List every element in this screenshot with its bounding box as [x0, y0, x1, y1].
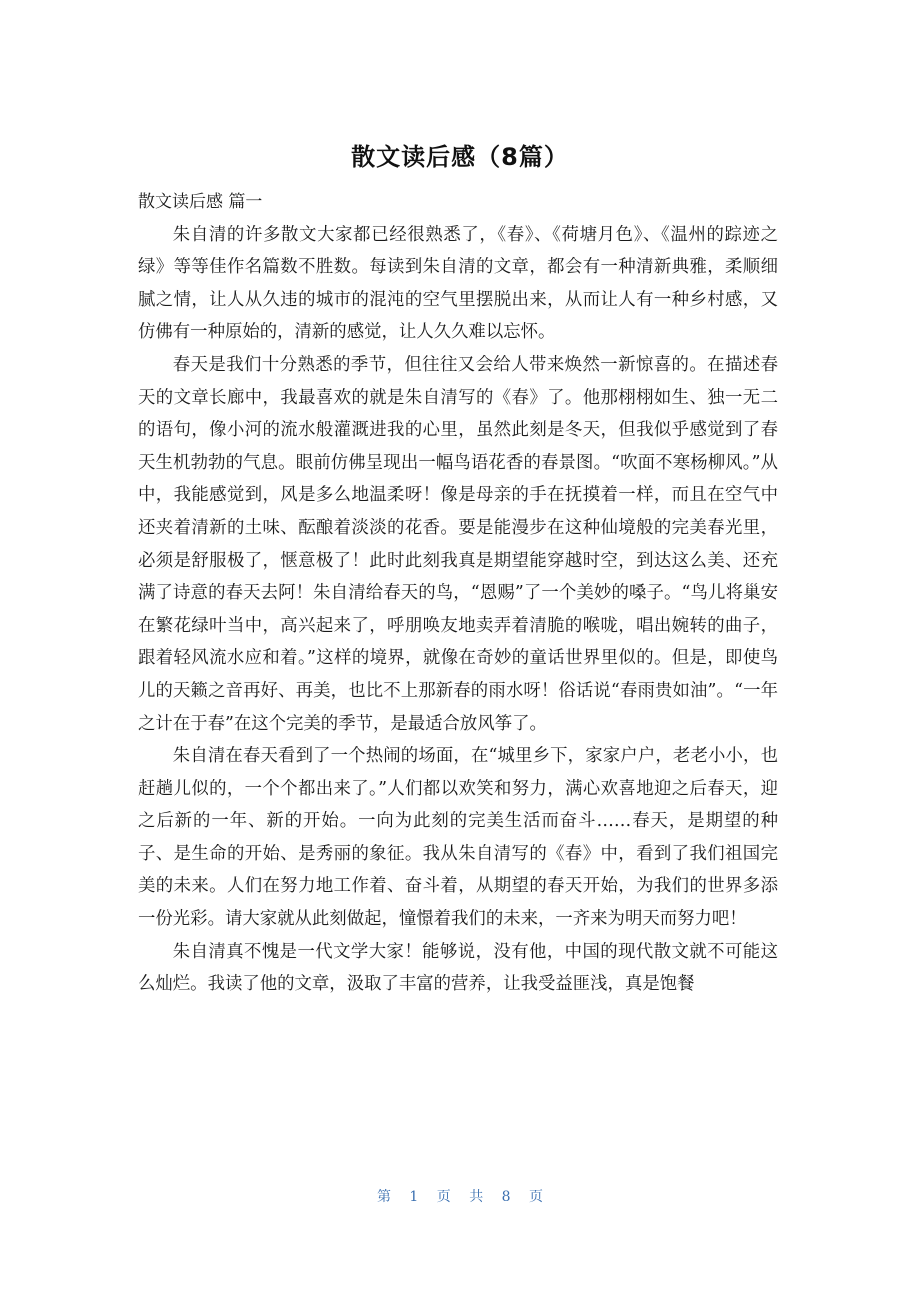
section-heading: 散文读后感 篇一	[138, 192, 263, 212]
paragraph-2: 春天是我们十分熟悉的季节，但往往又会给人带来焕然一新惊喜的。在描述春天的文章长廊中，我最喜欢的就是朱自清写的《春》了。他那栩栩如生、独一无二的语句，像小河的流水般灌溉进我的心里，虽然此刻是冬天，但我似乎感觉到了春天生机勃勃的气息。眼前仿佛呈现出一幅鸟语花香的春景图。“吹面不寒杨柳风。”从中，我能感觉到，风是多么地温柔呀！像是母亲的手在抚摸着一样，而且在空气中还夹着清新的土味、酝酿着淡淡的花香。要是能漫步在这种仙境般的完美春光里，必须是舒服极了，惬意极了！此时此刻我真是期望能穿越时空，到达这么美、还充满了诗意的春天去阿！朱自清给春天的鸟，“恩赐”了一个美妙的嗓子。“鸟儿将巢安在繁花绿叶当中，高兴起来了，呼朋唤友地卖弄着清脆的喉咙，唱出婉转的曲子，跟着轻风流水应和着。”这样的境界，就像在奇妙的童话世界里似的。但是，即使鸟儿的天籁之音再好、再美，也比不上那新春的雨水呀！俗话说“春雨贵如油”。“一年之计在于春”在这个完美的季节，是最适合放风筝了。	[138, 354, 778, 734]
paragraph-3: 朱自清在春天看到了一个热闹的场面，在“城里乡下，家家户户，老老小小，也赶趟儿似的，一个个都出来了。”人们都以欢笑和努力，满心欢喜地迎之后春天，迎之后新的一年、新的开始。一向为此刻的完美生活而奋斗……春天，是期望的种子、是生命的开始、是秀丽的象征。我从朱自清写的《春》中，看到了我们祖国完美的未来。人们在努力地工作着、奋斗着，从期望的春天开始，为我们的世界多添一份光彩。请大家就从此刻做起，憧憬着我们的未来，一齐来为明天而努力吧！	[138, 746, 778, 930]
paragraph-4: 朱自清真不愧是一代文学大家！能够说，没有他，中国的现代散文就不可能这么灿烂。我读了他的文章，汲取了丰富的营养，让我受益匪浅，真是饱餐	[138, 941, 778, 995]
document-title: 散文读后感（8篇）	[351, 143, 569, 171]
paragraph-1: 朱自清的许多散文大家都已经很熟悉了，《春》、《荷塘月色》、《温州的踪迹之绿》等等佳作名篇数不胜数。每读到朱自清的文章，都会有一种清新典雅，柔顺细腻之情，让人从久违的城市的混沌的空气里摆脱出来，从而让人有一种乡村感，又仿佛有一种原始的，清新的感觉，让人久久难以忘怀。	[138, 224, 778, 343]
document-body	[138, 186, 778, 1001]
page-number-footer: 第 1 页 共 8 页	[376, 1189, 544, 1205]
